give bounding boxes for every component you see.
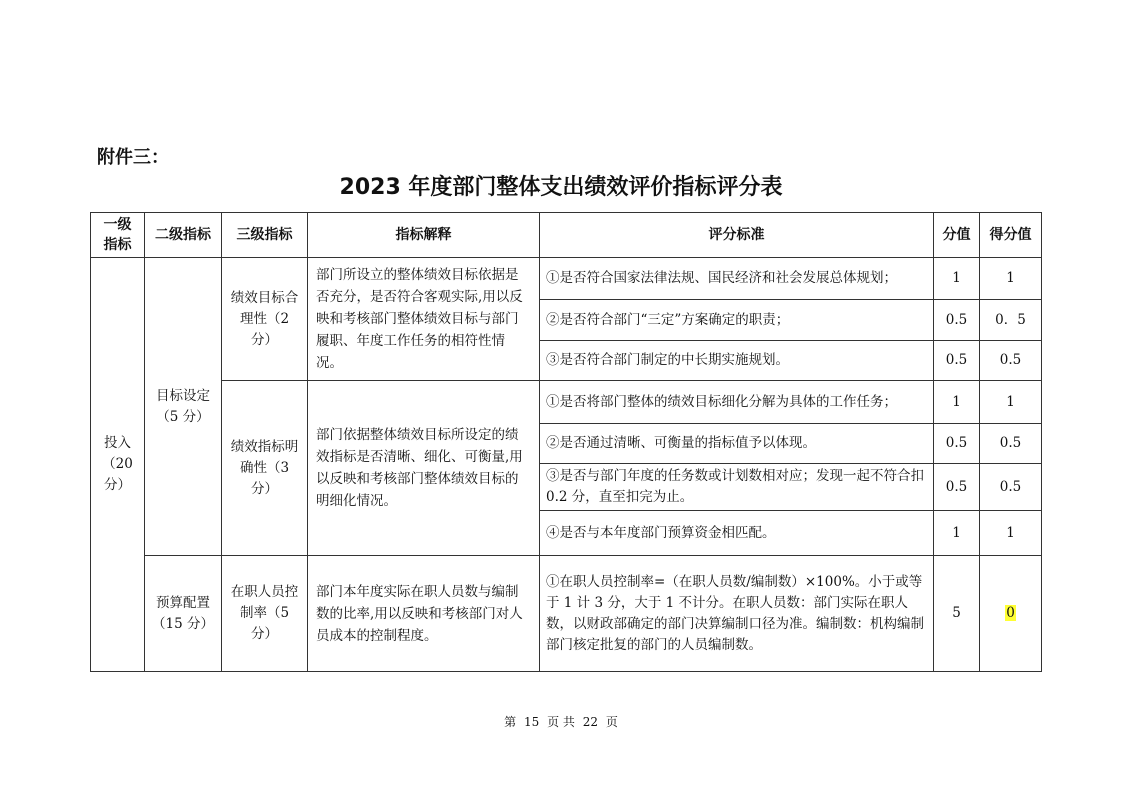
criteria-cell: ①是否将部门整体的绩效目标细化分解为具体的工作任务； [540,381,934,424]
points-cell: 0.5 [934,300,980,341]
score-table [90,212,1042,672]
criteria-cell: ③是否与部门年度的任务数或计划数相对应；发现一起不符合扣 0.2 分，直至扣完为止。 [540,464,934,511]
score-cell: 0.5 [980,424,1042,464]
score-cell: 1 [980,381,1042,424]
score-cell: 0.5 [980,341,1042,381]
footer-page-number: 15 [523,715,540,729]
points-cell: 1 [934,258,980,300]
score-cell: 1 [980,511,1042,556]
header-explanation: 指标解释 [308,213,540,258]
points-cell: 0.5 [934,464,980,511]
footer-prefix: 第 [504,715,517,729]
score-cell: 0．5 [980,300,1042,341]
table-row [91,556,1042,672]
explanation-cell: 部门依据整体绩效目标所设定的绩效指标是否清晰、细化、可衡量,用以反映和考核部门整体绩效目标的明细化情况。 [308,381,540,556]
header-level3: 三级指标 [222,213,308,258]
highlighted-score: 0 [1006,605,1015,621]
explanation-cell: 部门本年度实际在职人员数与编制数的比率,用以反映和考核部门对人员成本的控制程度。 [308,556,540,672]
points-cell: 1 [934,381,980,424]
header-level1: 一级指标 [91,213,145,258]
criteria-cell: ①在职人员控制率=（在职人员数/编制数）×100%。小于或等于 1 计 3 分，大于 1 不计分。在职人员数：部门实际在职人数，以财政部确定的部门决算编制口径为准。编制数：机构编制部门核定批复的部门的人员编制数。 [540,556,934,672]
criteria-cell: ②是否符合部门“三定”方案确定的职责； [540,300,934,341]
score-cell: 0.5 [980,464,1042,511]
level3-cell: 在职人员控制率（5 分） [222,556,308,672]
score-cell [980,556,1042,672]
criteria-cell: ③是否符合部门制定的中长期实施规划。 [540,341,934,381]
page-footer [0,713,1122,730]
attachment-label: 附件三： [97,147,169,168]
score-cell: 1 [980,258,1042,300]
page-title: 2023 年度部门整体支出绩效评价指标评分表 [339,175,783,200]
explanation-cell: 部门所设立的整体绩效目标依据是否充分，是否符合客观实际,用以反映和考核部门整体绩效目标与部门履职、年度工作任务的相符性情况。 [308,258,540,381]
points-cell: 5 [934,556,980,672]
criteria-cell: ④是否与本年度部门预算资金相匹配。 [540,511,934,556]
table-row [91,381,1042,424]
table-row [91,258,1042,300]
level3-cell: 绩效指标明确性（3 分） [222,381,308,556]
header-row [91,213,1042,258]
criteria-cell: ②是否通过清晰、可衡量的指标值予以体现。 [540,424,934,464]
footer-suffix: 页 [605,715,618,729]
level2-cell: 目标设定（5 分） [145,258,222,556]
level1-cell: 投入（20 分） [91,258,145,672]
level2-cell: 预算配置（15 分） [145,556,222,672]
criteria-cell: ①是否符合国家法律法规、国民经济和社会发展总体规划； [540,258,934,300]
footer-mid: 页 共 [547,715,575,729]
points-cell: 0.5 [934,341,980,381]
points-cell: 1 [934,511,980,556]
header-score: 得分值 [980,213,1042,258]
header-level2: 二级指标 [145,213,222,258]
points-cell: 0.5 [934,424,980,464]
level3-cell: 绩效目标合理性（2 分） [222,258,308,381]
footer-total-pages: 22 [582,715,599,729]
header-criteria: 评分标准 [540,213,934,258]
header-points: 分值 [934,213,980,258]
